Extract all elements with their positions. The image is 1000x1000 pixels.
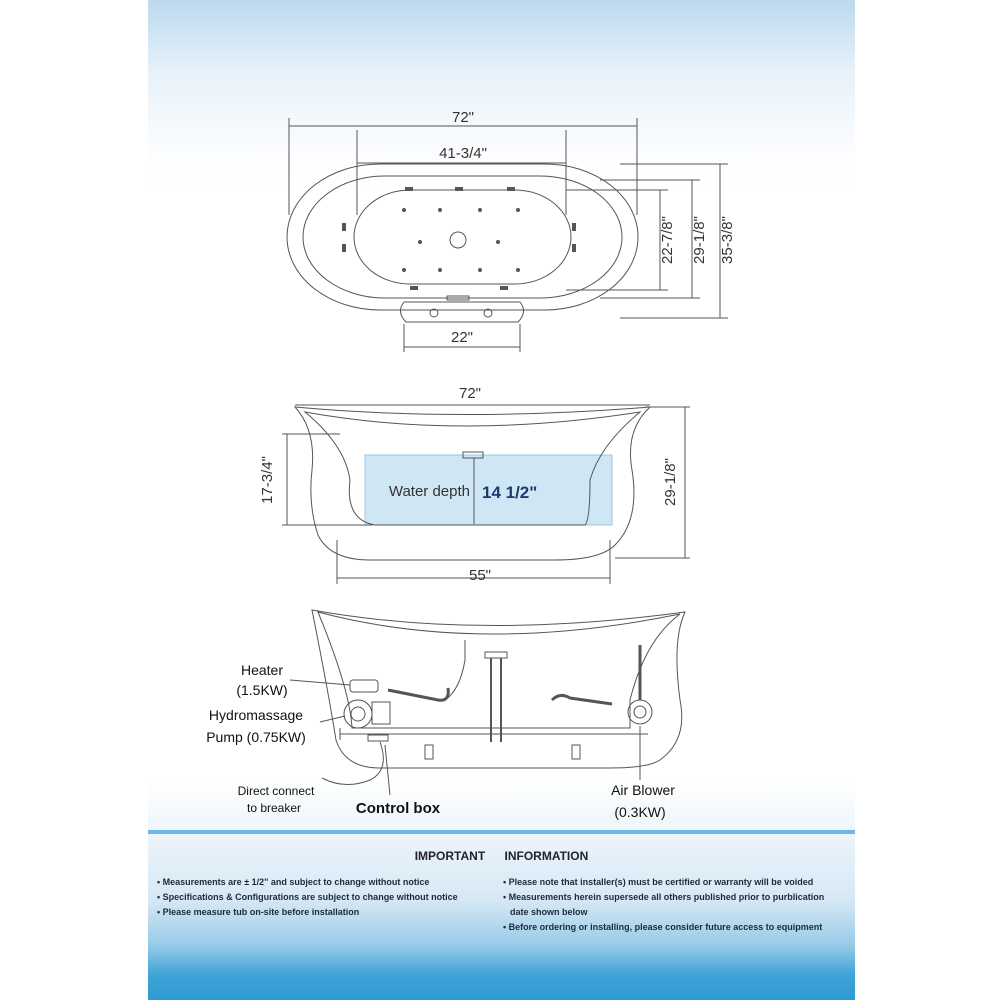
pump-label: Hydromassage <box>208 707 304 723</box>
jet-icon <box>342 223 346 231</box>
tub-basin <box>354 190 571 284</box>
jet-icon <box>507 187 515 191</box>
control-box-label: Control box <box>355 800 441 817</box>
jet-icon <box>496 240 500 244</box>
jet-icon <box>478 208 482 212</box>
control-box-unit <box>368 735 388 741</box>
heater-power: (1.5KW) <box>236 682 288 698</box>
info-item: • Before ordering or installing, please consider future access to equipment <box>503 922 823 932</box>
water-depth-value: 14 1/2" <box>482 483 538 502</box>
info-right-column <box>503 875 848 935</box>
spec-sheet <box>148 0 855 1000</box>
blower-power: (0.3KW) <box>614 804 666 820</box>
jet-icon <box>516 268 520 272</box>
bathtub-drawings <box>148 0 855 830</box>
jet-icon <box>402 208 406 212</box>
jet-icon <box>402 268 406 272</box>
breaker-line2: to breaker <box>246 801 302 815</box>
heater-label: Heater <box>240 662 284 678</box>
pump-housing <box>372 702 390 724</box>
dim-height: 29-1/8" <box>662 458 679 506</box>
pump-unit <box>344 700 372 728</box>
components-view <box>290 610 685 795</box>
air-blower-core <box>634 706 646 718</box>
breaker-line1: Direct connect <box>237 784 315 798</box>
dim-basin-width: 22-7/8" <box>659 216 676 264</box>
leader-line <box>385 745 390 795</box>
water-depth-label: Water depth <box>388 483 470 500</box>
jet-icon <box>478 268 482 272</box>
tub-base-tab <box>400 302 523 322</box>
heater-unit <box>350 680 378 692</box>
dim-side-length: 72" <box>458 385 482 402</box>
pump-core <box>351 707 365 721</box>
jet-icon <box>410 286 418 290</box>
info-item: date shown below <box>510 907 588 917</box>
info-title <box>148 849 855 863</box>
dim-base-length: 55" <box>468 567 492 584</box>
jet-icon <box>572 223 576 231</box>
jet-icon <box>500 286 508 290</box>
jet-icon <box>516 208 520 212</box>
tub-inner-rim <box>303 176 622 298</box>
dim-basin-length: 41-3/4" <box>439 145 487 162</box>
pipe <box>388 688 448 700</box>
dim-base-width: 22" <box>450 329 474 346</box>
jet-icon <box>572 244 576 252</box>
blower-label: Air Blower <box>611 782 675 798</box>
jet-icon <box>418 240 422 244</box>
jet-icon <box>438 208 442 212</box>
dim-outer-width: 29-1/8" <box>691 216 708 264</box>
info-left-column <box>157 875 487 920</box>
jet-icon <box>342 244 346 252</box>
info-item: • Measurements herein supersede all others published prior to purblication <box>503 892 825 902</box>
jet-icon <box>405 187 413 191</box>
air-blower-unit <box>628 700 652 724</box>
dim-inner-depth: 17-3/4" <box>259 456 276 504</box>
jet-icon <box>455 187 463 191</box>
info-title-right: INFORMATION <box>504 849 589 863</box>
pipe <box>552 695 612 704</box>
important-information-panel <box>148 840 855 950</box>
info-item: • Measurements are ± 1/2" and subject to change without notice <box>157 877 430 887</box>
drain-icon <box>450 232 466 248</box>
pump-power: Pump (0.75KW) <box>206 729 306 745</box>
drain-fitting <box>485 652 507 658</box>
info-item: • Please note that installer(s) must be certified or warranty will be voided <box>503 877 814 887</box>
power-cable <box>322 742 383 785</box>
jet-icon <box>438 268 442 272</box>
info-item: • Specifications & Configurations are subject to change without notice <box>157 892 458 902</box>
leveling-foot <box>425 745 433 759</box>
leader-line <box>290 680 350 685</box>
info-title-left: IMPORTANT <box>414 849 486 863</box>
dim-overall-width: 35-3/8" <box>719 216 736 264</box>
dim-overall-length: 72" <box>451 109 475 126</box>
info-item: • Please measure tub on-site before installation <box>157 907 360 917</box>
section-divider <box>148 830 855 834</box>
leveling-foot <box>572 745 580 759</box>
